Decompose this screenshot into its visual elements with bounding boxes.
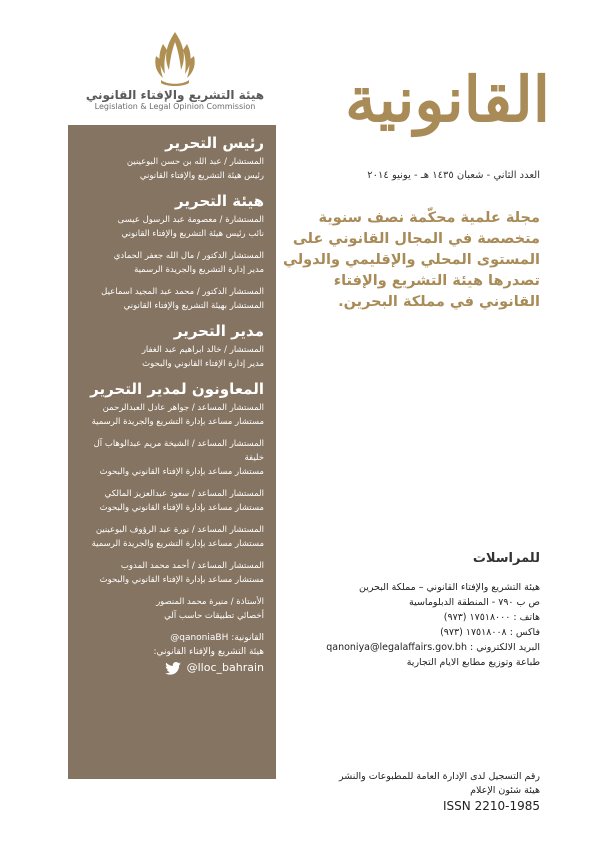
twitter-bird-icon <box>165 662 181 675</box>
staff-entry <box>78 285 264 313</box>
flame-emblem-icon <box>153 30 197 88</box>
staff-role: المستشار بهيئة التشريع والإفتاء القانوني <box>123 301 264 311</box>
editor-in-chief-section <box>78 133 264 183</box>
staff-entry <box>78 249 264 277</box>
pobox-line: ص ب ٧٩٠ - المنطقة الدبلوماسية <box>409 597 540 608</box>
editorial-board-section <box>78 191 264 313</box>
twitter-label: هيئة التشريع والإفتاء القانوني: <box>153 647 264 657</box>
correspondence-block <box>280 551 540 670</box>
section-title: المعاونون لمدير التحرير <box>90 380 264 398</box>
issn-number: ISSN 2210-1985 <box>443 799 540 813</box>
logo-name-english: Legislation & Legal Opinion Commission <box>94 102 256 111</box>
assistants-section <box>78 379 264 623</box>
staff-entry <box>78 595 264 623</box>
instagram-label: القانونية: <box>231 633 264 643</box>
authority-line: هيئة شئون الإعلام <box>470 785 540 796</box>
staff-role: أخصائي تطبيقات حاسب آلي <box>164 611 264 621</box>
journal-description: مجلة علمية محكّمة نصف سنوية متخصصة في المجال القانوني على المستوى المحلي والإقليمي والدولي تصدرها هيئة التشريع والإفتاء القانوني في مملكة البحرين. <box>283 210 540 310</box>
staff-name: الأستاذة / منيرة محمد المنصور <box>156 597 264 607</box>
managing-editor-section <box>78 321 264 371</box>
staff-name: المستشار المساعد / أحمد محمد المدوب <box>120 561 264 571</box>
staff-name: المستشار المساعد / الشيخة مريم عبدالوهاب آل خليفة <box>93 439 264 463</box>
staff-name: المستشار الدكتور / مال الله جعفر الحمادي <box>113 251 264 261</box>
email-line <box>280 640 540 655</box>
staff-entry <box>78 523 264 551</box>
editorial-panel <box>68 125 276 779</box>
staff-entry <box>78 487 264 515</box>
twitter-handle-link[interactable]: @lloc_bahrain <box>186 661 264 674</box>
org-line: هيئة التشريع والإفتاء القانوني – مملكة البحرين <box>358 582 540 593</box>
section-title: هيئة التحرير <box>175 192 264 210</box>
phone-label: هاتف : <box>513 612 540 623</box>
staff-name: المستشار / عبد الله بن حسن البوعينين <box>126 157 264 167</box>
staff-role: مستشار مساعد بإدارة الإفتاء القانوني والبحوث <box>99 575 264 585</box>
phone-line <box>280 610 540 625</box>
staff-role: مستشار مساعد بإدارة التشريع والجريدة الرسمية <box>91 417 264 427</box>
email-label: البريد الالكتروني : <box>470 642 540 653</box>
staff-name: المستشار المساعد / جواهر عادل العبدالرحمن <box>102 403 264 413</box>
fax-value: ١٧٥١٨٠٠٨ (٩٧٣) <box>440 627 507 638</box>
staff-role: مستشار مساعد بإدارة التشريع والجريدة الرسمية <box>91 539 264 549</box>
twitter-row <box>78 661 264 675</box>
commission-logo <box>80 30 270 122</box>
printing-line: طباعة وتوزيع مطابع الايام التجارية <box>406 657 540 668</box>
staff-role: مستشار مساعد بإدارة الإفتاء القانوني والبحوث <box>99 503 264 513</box>
staff-role: نائب رئيس هيئة التشريع والإفتاء القانوني <box>121 229 264 239</box>
staff-entry <box>78 437 264 479</box>
staff-entry <box>78 213 264 241</box>
staff-name: المستشارة / معصومة عبد الرسول عيسى <box>117 215 264 225</box>
fax-line <box>280 625 540 640</box>
registration-line: رقم التسجيل لدى الإدارة العامة للمطبوعات والنشر <box>339 771 540 782</box>
section-title: مدير التحرير <box>173 322 264 340</box>
correspondence-title: للمراسلات <box>472 551 540 566</box>
staff-name: المستشار المساعد / سعود عبدالعزيز المالكي <box>104 489 264 499</box>
phone-value: ١٧٥١٨٠٠٠ (٩٧٣) <box>443 612 511 623</box>
section-title: رئيس التحرير <box>165 134 264 152</box>
staff-role: رئيس هيئة التشريع والإفتاء القانوني <box>139 171 264 181</box>
staff-role: مدير إدارة التشريع والجريدة الرسمية <box>134 265 264 275</box>
staff-role: مدير إدارة الإفتاء القانوني والبحوث <box>142 359 264 369</box>
logo-name-arabic: هيئة التشريع والإفتاء القانوني <box>85 88 265 102</box>
email-link[interactable]: qanoniya@legalaffairs.gov.bh <box>326 642 467 653</box>
social-links <box>78 631 264 675</box>
registration-block <box>280 770 540 814</box>
journal-title: القانونية <box>345 63 550 136</box>
staff-name: المستشار المساعد / نورة عبد الرؤوف البوعينين <box>95 525 264 535</box>
staff-name: المستشار الدكتور / محمد عبد المجيد اسماعيل <box>101 287 264 297</box>
issue-line: العدد الثاني - شعبان ١٤٣٥ هـ - يونيو ٢٠١٤ <box>367 170 540 181</box>
staff-entry <box>78 155 264 183</box>
staff-entry <box>78 343 264 371</box>
staff-role: مستشار مساعد بإدارة الإفتاء القانوني والبحوث <box>99 467 264 477</box>
instagram-handle-link[interactable]: @qanoniaBH <box>170 633 229 643</box>
staff-entry <box>78 559 264 587</box>
masthead <box>345 50 550 150</box>
staff-name: المستشار / خالد ابراهيم عبد الغفار <box>141 345 264 355</box>
instagram-row <box>78 631 264 645</box>
staff-entry <box>78 401 264 429</box>
fax-label: فاكس : <box>509 627 540 638</box>
